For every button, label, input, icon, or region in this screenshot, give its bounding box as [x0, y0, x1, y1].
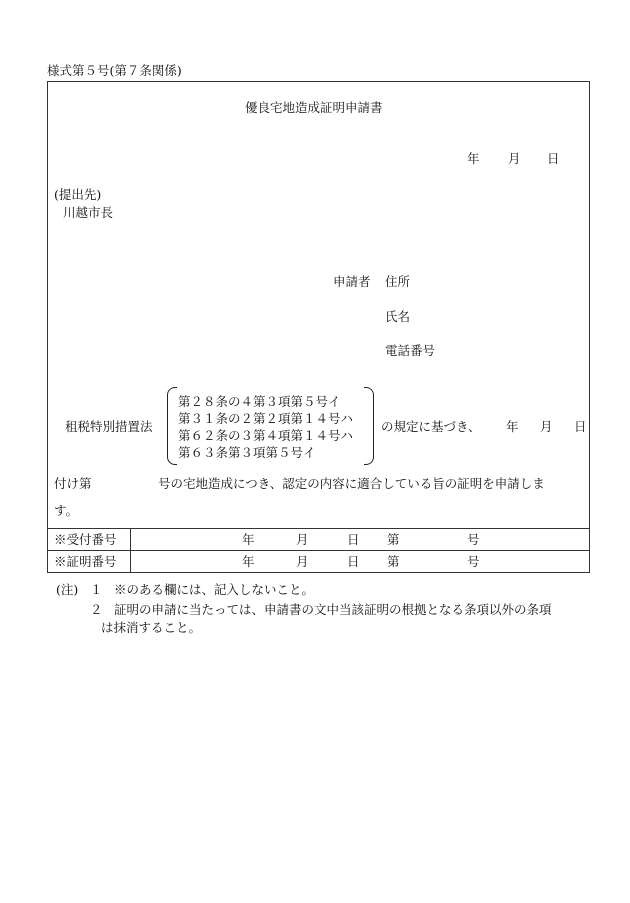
reception-number-label: ※受付番号 — [54, 532, 117, 547]
date-year: 年 — [467, 151, 480, 166]
law-name: 租税特別措置法 — [65, 419, 153, 434]
address-label: 住所 — [385, 274, 411, 289]
date-month: 月 — [508, 151, 521, 166]
left-brace — [167, 387, 177, 465]
clause-4: 第６３条第３項第５号イ — [178, 445, 316, 460]
law-suffix: の規定に基づき、 — [381, 419, 481, 434]
note-1-text: ※のある欄には、記入しないこと。 — [114, 582, 315, 597]
date-day: 日 — [547, 151, 560, 166]
clause-2: 第３１条の２第２項第１４号ハ — [178, 411, 354, 426]
reception-day: 日 — [347, 532, 360, 547]
note-2-continuation: は抹消すること。 — [101, 620, 202, 635]
body-line-2: す。 — [54, 503, 79, 518]
body-line-1: 号の宅地造成につき、認定の内容に適合している旨の証明を申請しま — [158, 476, 545, 491]
body-prefix: 付け第 — [54, 476, 92, 491]
certificate-go: 号 — [467, 554, 480, 569]
notes-prefix: (注) — [56, 582, 79, 597]
recipient-name: 川越市長 — [63, 205, 114, 220]
recipient-prefix: (提出先) — [54, 187, 102, 202]
applicant-label: 申請者 — [333, 274, 371, 289]
row-divider-middle — [47, 550, 590, 551]
clause-3: 第６２条の３第４項第１４号ハ — [178, 428, 354, 443]
note-2-number: ２ — [90, 602, 103, 617]
note-2-text: 証明の申請に当たっては、申請書の文中当該証明の根拠となる条項以外の条項 — [114, 602, 552, 617]
law-year: 年 — [506, 419, 519, 434]
note-1-number: １ — [90, 582, 103, 597]
certificate-number-label: ※証明番号 — [54, 554, 117, 569]
certificate-day: 日 — [347, 554, 360, 569]
phone-label: 電話番号 — [385, 343, 436, 358]
certificate-year: 年 — [242, 554, 255, 569]
right-brace — [364, 387, 374, 465]
certificate-month: 月 — [296, 554, 309, 569]
name-label: 氏名 — [385, 309, 411, 324]
row-divider-top — [47, 528, 590, 529]
law-day: 日 — [574, 419, 587, 434]
form-label: 様式第５号(第７条関係) — [47, 63, 182, 78]
reception-month: 月 — [296, 532, 309, 547]
reception-go: 号 — [467, 532, 480, 547]
clause-1: 第２８条の４第３項第５号イ — [178, 394, 341, 409]
certificate-dai: 第 — [387, 554, 400, 569]
row-label-divider — [130, 528, 131, 573]
law-month: 月 — [540, 419, 553, 434]
form-title: 優良宅地造成証明申請書 — [245, 100, 383, 115]
reception-dai: 第 — [387, 532, 400, 547]
reception-year: 年 — [242, 532, 255, 547]
